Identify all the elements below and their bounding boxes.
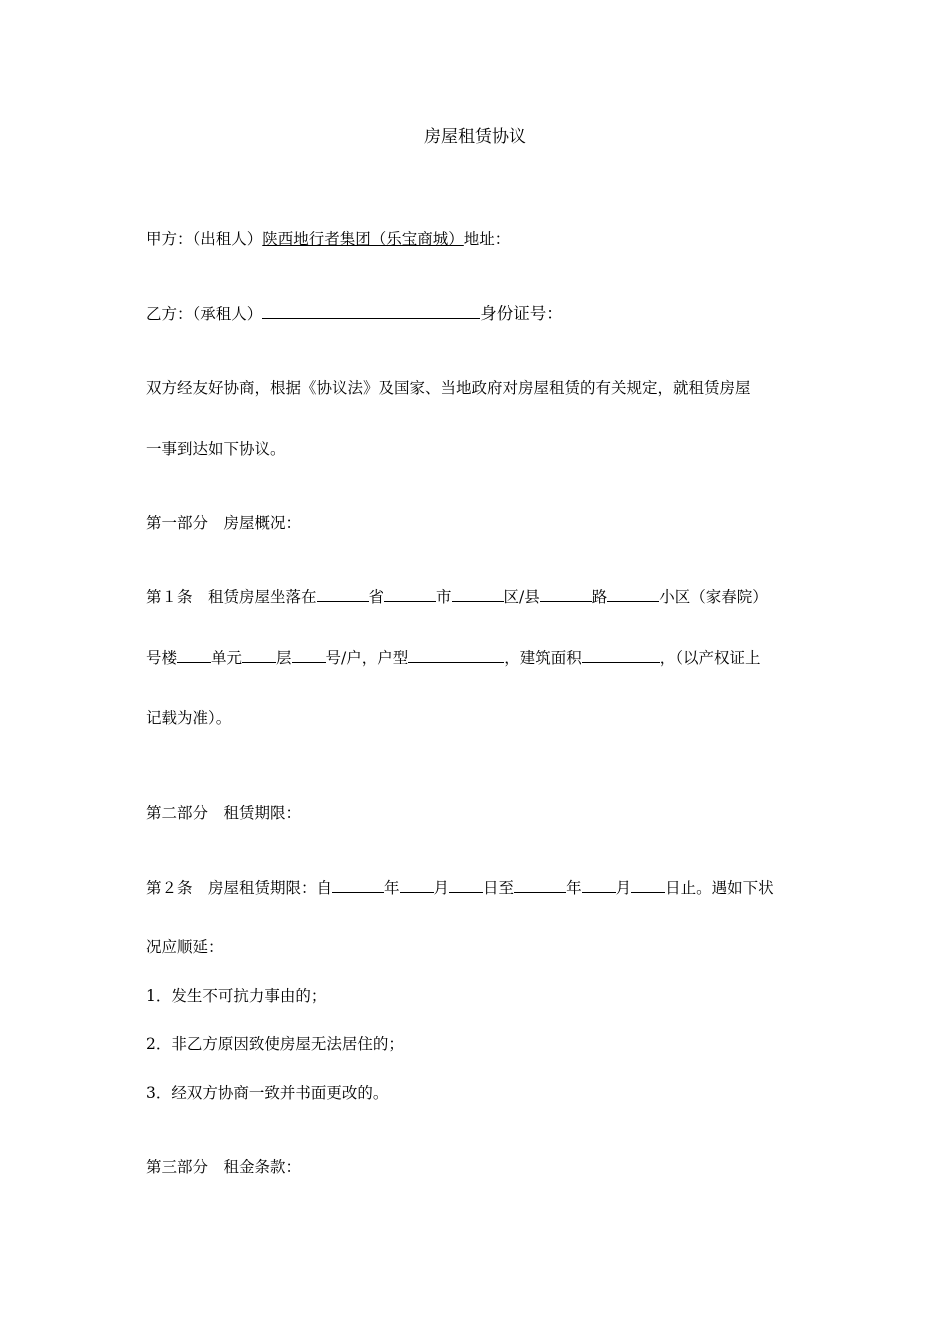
article-1-label: 第１条 租赁房屋坐落在 xyxy=(146,588,317,606)
province-label: 省 xyxy=(368,588,385,606)
party-a-address-label: 地址： xyxy=(463,230,511,248)
party-b-label: 乙方：（承租人） xyxy=(146,305,263,323)
floor-blank xyxy=(242,647,276,663)
area-blank xyxy=(582,647,660,663)
list-item: 2．非乙方原因致使房屋无法居住的； xyxy=(146,1035,404,1053)
room-blank xyxy=(292,647,326,663)
article-1-line-1 xyxy=(146,586,768,607)
unit-blank xyxy=(177,647,211,663)
party-b-line xyxy=(146,303,563,324)
party-b-name-blank xyxy=(262,303,480,319)
start-month-label: 月 xyxy=(433,879,450,897)
party-a-line xyxy=(146,229,510,249)
end-day-label: 日止。遇如下状 xyxy=(665,879,774,897)
start-month-blank xyxy=(400,877,434,893)
end-day-blank xyxy=(631,877,665,893)
floor-label: 层 xyxy=(276,649,292,667)
district-blank xyxy=(452,586,504,602)
article-2-label: 第２条 房屋租赁期限：自 xyxy=(146,879,333,897)
city-label: 市 xyxy=(436,588,452,606)
building-label: 号楼 xyxy=(146,649,178,667)
intro-line-1: 双方经友好协商，根据《协议法》及国家、当地政府对房屋租赁的有关规定，就租赁房屋 xyxy=(146,379,751,397)
community-blank xyxy=(607,586,659,602)
end-year-blank xyxy=(514,877,566,893)
party-b-id-label: 身份证号： xyxy=(480,304,563,323)
end-year-label: 年 xyxy=(566,879,582,897)
start-year-blank xyxy=(332,877,384,893)
community-label: 小区（家春院） xyxy=(659,588,768,606)
start-day-blank xyxy=(449,877,483,893)
article-2-line-1 xyxy=(146,877,774,898)
start-day-label: 日至 xyxy=(483,879,515,897)
road-blank xyxy=(540,586,592,602)
district-label: 区/县 xyxy=(503,588,540,606)
road-label: 路 xyxy=(591,588,608,606)
intro-line-2: 一事到达如下协议。 xyxy=(146,440,286,458)
area-label: ，建筑面积 xyxy=(504,649,582,667)
list-item: 1．发生不可抗力事由的； xyxy=(146,987,327,1005)
province-blank xyxy=(317,586,369,602)
document-title: 房屋租赁协议 xyxy=(424,127,526,147)
party-a-label: 甲方：（出租人） xyxy=(146,230,263,248)
room-type-blank xyxy=(408,647,504,663)
list-item: 3．经双方协商一致并书面更改的。 xyxy=(146,1084,389,1102)
city-blank xyxy=(384,586,436,602)
part2-heading: 第二部分 租赁期限： xyxy=(146,804,302,822)
unit-label: 单元 xyxy=(211,649,243,667)
end-month-label: 月 xyxy=(615,879,632,897)
part1-heading: 第一部分 房屋概况： xyxy=(146,514,302,532)
deed-note: ，（以产权证上 xyxy=(659,649,761,667)
start-year-label: 年 xyxy=(384,879,400,897)
article-1-line-3: 记载为准）。 xyxy=(146,709,232,727)
article-1-line-2 xyxy=(146,647,761,668)
article-2-line-2: 况应顺延： xyxy=(146,938,224,956)
party-a-name: 陕西地行者集团（乐宝商城） xyxy=(262,230,464,248)
room-type-label: 号/户，户型 xyxy=(325,649,409,667)
part3-heading: 第三部分 租金条款： xyxy=(146,1158,302,1176)
end-month-blank xyxy=(582,877,616,893)
